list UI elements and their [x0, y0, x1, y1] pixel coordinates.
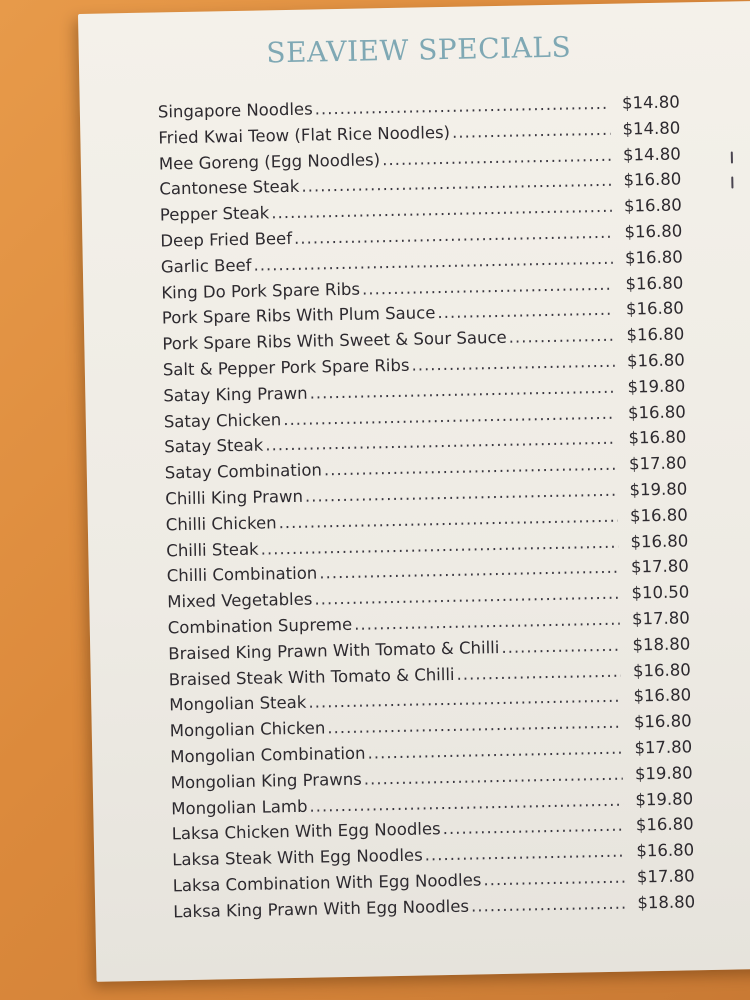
menu-item-name: Laksa Steak With Egg Noodles — [172, 845, 423, 870]
dot-leader — [442, 816, 623, 838]
menu-item-name: Braised Steak With Tomato & Chilli — [168, 664, 455, 689]
dot-leader — [354, 610, 620, 634]
menu-item-price: $17.80 — [631, 608, 690, 629]
menu-item-name: Mongolian Lamb — [171, 796, 308, 818]
dot-leader — [456, 661, 621, 683]
menu-item-price: $17.80 — [628, 453, 687, 474]
dot-leader — [362, 274, 614, 298]
menu-item-name: King Do Pork Spare Ribs — [161, 279, 361, 303]
menu-title: SEAVIEW SPECIALS — [266, 30, 572, 70]
menu-item-price: $17.80 — [630, 556, 689, 577]
menu-item-price: $16.80 — [635, 814, 694, 835]
menu-item-name: Satay King Prawn — [163, 383, 308, 406]
menu-item-name: Satay Combination — [164, 460, 323, 483]
menu-item-price: $16.80 — [626, 350, 685, 371]
menu-list — [158, 92, 696, 927]
menu-item-price: $16.80 — [624, 221, 683, 242]
menu-item-price: $18.80 — [637, 892, 696, 913]
menu-item-name: Deep Fried Beef — [160, 228, 293, 251]
menu-item-name: Satay Steak — [164, 435, 264, 457]
menu-item-name: Satay Chicken — [163, 409, 282, 431]
menu-item-price: $16.80 — [628, 427, 687, 448]
dot-leader — [364, 764, 623, 788]
binding-mark — [731, 176, 733, 188]
menu-item-name: Fried Kwai Teow (Flat Rice Noodles) — [158, 122, 451, 148]
menu-item-price: $16.80 — [625, 273, 684, 294]
dot-leader — [425, 842, 625, 865]
menu-item-price: $19.80 — [634, 763, 693, 784]
menu-item-name: Laksa Chicken With Egg Noodles — [171, 819, 441, 844]
menu-item-price: $14.80 — [621, 92, 680, 113]
menu-item-name: Pork Spare Ribs With Plum Sauce — [161, 303, 436, 328]
dot-leader — [483, 868, 625, 890]
menu-item-price: $14.80 — [622, 118, 681, 139]
menu-item-price: $16.80 — [625, 298, 684, 319]
menu-item-name: Mee Goreng (Egg Noodles) — [158, 149, 381, 174]
menu-item-name: Pepper Steak — [159, 203, 270, 225]
dot-leader — [382, 145, 611, 168]
menu-item-name: Combination Supreme — [167, 614, 353, 638]
menu-item-price: $16.80 — [623, 195, 682, 216]
menu-item-name: Cantonese Steak — [159, 177, 300, 199]
menu-item-price: $10.50 — [631, 582, 690, 603]
menu-item-price: $16.80 — [630, 530, 689, 552]
menu-item-name: Mixed Vegetables — [167, 589, 313, 612]
menu-item-price: $16.80 — [624, 247, 683, 268]
menu-item-name: Mongolian King Prawns — [170, 769, 362, 793]
menu-item-price: $16.80 — [633, 711, 692, 732]
dot-leader — [452, 120, 611, 142]
menu-item-name: Mongolian Chicken — [169, 718, 326, 741]
menu-item-name: Laksa King Prawn With Egg Noodles — [173, 896, 470, 922]
menu-item-name: Mongolian Combination — [170, 743, 366, 767]
dot-leader — [509, 326, 615, 347]
menu-item-price: $16.80 — [629, 505, 688, 526]
menu-item-price: $16.80 — [632, 659, 691, 680]
dot-leader — [411, 352, 615, 375]
menu-item-name: Pork Spare Ribs With Sweet & Sour Sauce — [162, 328, 507, 354]
menu-item-name: Chilli Combination — [166, 563, 318, 586]
dot-leader — [437, 300, 614, 322]
menu-item-name: Chilli Chicken — [165, 513, 277, 535]
menu-item-price: $17.80 — [634, 737, 693, 758]
menu-item-name: Chilli Steak — [166, 539, 259, 560]
menu-item-name: Mongolian Steak — [169, 693, 307, 715]
dot-leader — [501, 635, 620, 656]
menu-item-price: $18.80 — [632, 634, 691, 655]
menu-page — [78, 1, 750, 982]
menu-item-name: Chilli King Prawn — [165, 486, 304, 509]
dot-leader — [315, 94, 610, 119]
menu-item-name: Salt & Pepper Pork Spare Ribs — [162, 355, 410, 380]
menu-item-name: Laksa Combination With Egg Noodles — [172, 870, 482, 896]
menu-item-price: $16.80 — [627, 401, 686, 423]
dot-leader — [471, 893, 626, 915]
dot-leader — [367, 739, 622, 763]
binding-mark — [731, 151, 733, 163]
menu-item-price: $16.80 — [636, 840, 695, 861]
menu-item-name: Singapore Noodles — [157, 99, 313, 122]
menu-item-name: Garlic Beef — [160, 255, 252, 277]
menu-item-price: $16.80 — [633, 685, 692, 706]
menu-item-name: Braised King Prawn With Tomato & Chilli — [168, 637, 500, 664]
menu-item-price: $16.80 — [623, 169, 682, 190]
menu-item-price: $19.80 — [627, 376, 686, 397]
menu-item-price: $19.80 — [635, 788, 694, 809]
menu-item-price: $14.80 — [622, 144, 681, 165]
menu-item-price: $19.80 — [629, 479, 688, 500]
menu-item-price: $16.80 — [626, 324, 685, 345]
menu-item-price: $17.80 — [636, 866, 695, 887]
